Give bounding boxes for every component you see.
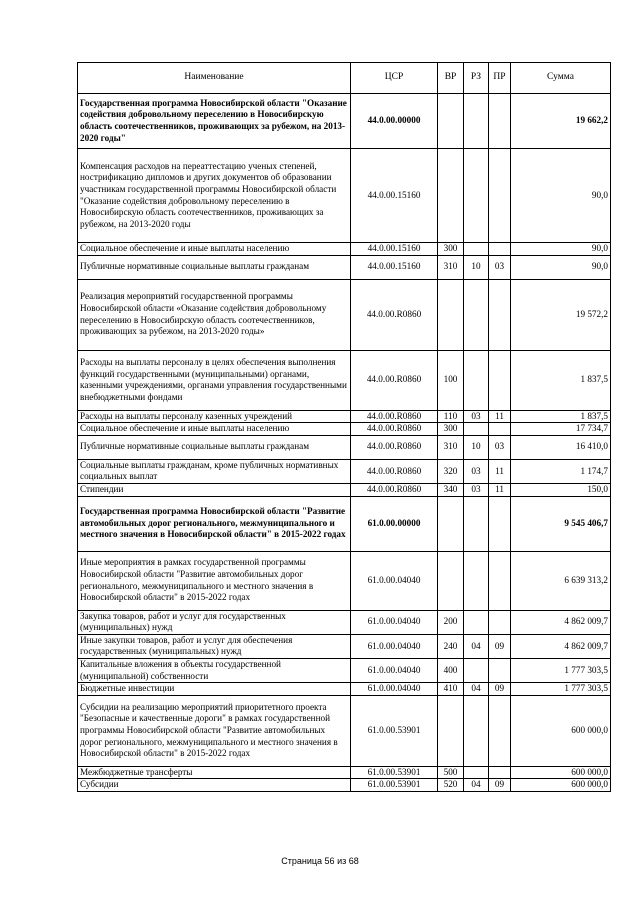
cell-sum: 600 000,0	[511, 766, 611, 779]
cell-pr: 03	[489, 255, 511, 279]
cell-csr: 44.0.00.15160	[351, 255, 438, 279]
cell-sum: 1 837,5	[511, 350, 611, 410]
cell-name: Публичные нормативные социальные выплаты гражданам	[78, 255, 351, 279]
table-row	[78, 410, 611, 423]
cell-pr: 09	[489, 634, 511, 658]
table-row	[78, 634, 611, 658]
cell-pr: 11	[489, 483, 511, 496]
table-row	[78, 350, 611, 410]
cell-vr: 400	[438, 658, 464, 682]
cell-pr	[489, 658, 511, 682]
table-row	[78, 683, 611, 696]
cell-sum: 600 000,0	[511, 779, 611, 792]
cell-vr: 100	[438, 350, 464, 410]
cell-name: Расходы на выплаты персоналу казенных учреждений	[78, 410, 351, 423]
cell-name: Публичные нормативные социальные выплаты гражданам	[78, 435, 351, 459]
cell-sum: 150,0	[511, 483, 611, 496]
cell-pr	[489, 551, 511, 610]
cell-pr	[489, 94, 511, 149]
cell-rz	[464, 243, 489, 256]
cell-vr: 310	[438, 255, 464, 279]
cell-sum: 1 777 303,5	[511, 658, 611, 682]
cell-rz	[464, 94, 489, 149]
cell-rz: 03	[464, 483, 489, 496]
table-row	[78, 766, 611, 779]
header-name: Наименование	[78, 63, 351, 94]
cell-vr	[438, 149, 464, 243]
cell-csr: 44.0.00.00000	[351, 94, 438, 149]
cell-rz	[464, 766, 489, 779]
cell-rz	[464, 551, 489, 610]
cell-vr	[438, 695, 464, 766]
cell-sum: 6 639 313,2	[511, 551, 611, 610]
cell-vr	[438, 94, 464, 149]
table-header-row	[78, 63, 611, 94]
cell-csr: 44.0.00.15160	[351, 149, 438, 243]
cell-sum: 17 734,7	[511, 423, 611, 436]
cell-vr: 300	[438, 423, 464, 436]
cell-rz: 03	[464, 459, 489, 483]
header-csr: ЦСР	[351, 63, 438, 94]
cell-sum: 1 837,5	[511, 410, 611, 423]
table-row	[78, 435, 611, 459]
cell-csr: 44.0.00.R0860	[351, 459, 438, 483]
table-row	[78, 255, 611, 279]
cell-rz: 10	[464, 435, 489, 459]
table-row	[78, 695, 611, 766]
cell-vr: 310	[438, 435, 464, 459]
page-number: Страница 56 из 68	[281, 856, 359, 866]
cell-rz: 10	[464, 255, 489, 279]
cell-csr: 44.0.00.R0860	[351, 410, 438, 423]
cell-vr: 240	[438, 634, 464, 658]
cell-vr: 300	[438, 243, 464, 256]
cell-sum: 90,0	[511, 149, 611, 243]
table-row	[78, 483, 611, 496]
cell-pr	[489, 423, 511, 436]
cell-vr: 320	[438, 459, 464, 483]
cell-pr: 09	[489, 683, 511, 696]
cell-rz	[464, 149, 489, 243]
cell-name: Социальное обеспечение и иные выплаты населению	[78, 243, 351, 256]
table-row	[78, 551, 611, 610]
cell-pr	[489, 243, 511, 256]
cell-name: Государственная программа Новосибирской области "Развитие автомобильных дорог регионального, межмуниципального и местного значения в Новосибирской области" в 2015-2022 годах	[78, 496, 351, 551]
header-vr: ВР	[438, 63, 464, 94]
table-row	[78, 658, 611, 682]
cell-pr	[489, 695, 511, 766]
cell-sum: 16 410,0	[511, 435, 611, 459]
header-sum: Сумма	[511, 63, 611, 94]
cell-pr: 11	[489, 459, 511, 483]
table-row	[78, 279, 611, 350]
cell-name: Государственная программа Новосибирской области "Оказание содействия добровольному переселению в Новосибирскую область соотечественников, проживающих за рубежом, на 2013-2020 годы"	[78, 94, 351, 149]
cell-sum: 600 000,0	[511, 695, 611, 766]
cell-vr: 110	[438, 410, 464, 423]
table-row	[78, 94, 611, 149]
cell-csr: 61.0.00.53901	[351, 779, 438, 792]
cell-vr	[438, 496, 464, 551]
cell-name: Закупка товаров, работ и услуг для государственных (муниципальных) нужд	[78, 610, 351, 634]
cell-sum: 4 862 009,7	[511, 610, 611, 634]
header-rz: РЗ	[464, 63, 489, 94]
cell-vr: 520	[438, 779, 464, 792]
cell-sum: 1 777 303,5	[511, 683, 611, 696]
cell-csr: 61.0.00.53901	[351, 766, 438, 779]
cell-csr: 61.0.00.00000	[351, 496, 438, 551]
cell-rz: 04	[464, 634, 489, 658]
cell-name: Капитальные вложения в объекты государственной (муниципальной) собственности	[78, 658, 351, 682]
cell-rz	[464, 695, 489, 766]
table-row	[78, 459, 611, 483]
cell-csr: 61.0.00.04040	[351, 610, 438, 634]
table-row	[78, 243, 611, 256]
cell-csr: 44.0.00.R0860	[351, 435, 438, 459]
cell-rz	[464, 279, 489, 350]
table-row	[78, 779, 611, 792]
cell-csr: 44.0.00.R0860	[351, 279, 438, 350]
cell-name: Реализация мероприятий государственной программы Новосибирской области «Оказание содействия добровольному переселению в Новосибирскую область соотечественников, проживающих за рубежом, на 2013-2020 годы»	[78, 279, 351, 350]
cell-csr: 44.0.00.R0860	[351, 350, 438, 410]
cell-sum: 9 545 406,7	[511, 496, 611, 551]
cell-sum: 90,0	[511, 255, 611, 279]
cell-sum: 4 862 009,7	[511, 634, 611, 658]
cell-rz: 04	[464, 779, 489, 792]
cell-name: Субсидии	[78, 779, 351, 792]
cell-sum: 19 662,2	[511, 94, 611, 149]
cell-sum: 1 174,7	[511, 459, 611, 483]
cell-pr	[489, 350, 511, 410]
cell-csr: 61.0.00.04040	[351, 658, 438, 682]
cell-pr: 11	[489, 410, 511, 423]
table-row	[78, 496, 611, 551]
cell-name: Бюджетные инвестиции	[78, 683, 351, 696]
cell-pr: 03	[489, 435, 511, 459]
cell-name: Иные закупки товаров, работ и услуг для обеспечения государственных (муниципальных) нужд	[78, 634, 351, 658]
cell-csr: 44.0.00.R0860	[351, 483, 438, 496]
cell-rz: 03	[464, 410, 489, 423]
cell-vr: 200	[438, 610, 464, 634]
cell-rz	[464, 610, 489, 634]
cell-csr: 44.0.00.15160	[351, 243, 438, 256]
cell-vr	[438, 279, 464, 350]
cell-name: Социальные выплаты гражданам, кроме публичных нормативных социальных выплат	[78, 459, 351, 483]
table-row	[78, 423, 611, 436]
cell-name: Иные мероприятия в рамках государственной программы Новосибирской области "Развитие автомобильных дорог регионального, межмуниципального и местного значения в Новосибирской области" в 2015-2022 годах	[78, 551, 351, 610]
cell-sum: 90,0	[511, 243, 611, 256]
cell-rz	[464, 350, 489, 410]
header-pr: ПР	[489, 63, 511, 94]
cell-vr: 410	[438, 683, 464, 696]
cell-csr: 61.0.00.04040	[351, 683, 438, 696]
cell-name: Стипендии	[78, 483, 351, 496]
budget-table	[77, 62, 611, 792]
cell-csr: 61.0.00.04040	[351, 634, 438, 658]
table-row	[78, 610, 611, 634]
cell-pr	[489, 149, 511, 243]
cell-rz	[464, 423, 489, 436]
cell-name: Межбюджетные трансферты	[78, 766, 351, 779]
cell-csr: 61.0.00.53901	[351, 695, 438, 766]
cell-pr	[489, 610, 511, 634]
table-row	[78, 149, 611, 243]
cell-name: Субсидии на реализацию мероприятий приоритетного проекта "Безопасные и качественные дороги" в рамках государственной программы Новосибирской области "Развитие автомобильных дорог регионального, межмуниципального и местного значения в Новосибирской области" в 2015-2022 годах	[78, 695, 351, 766]
cell-pr	[489, 496, 511, 551]
cell-name: Расходы на выплаты персоналу в целях обеспечения выполнения функций государственными (муниципальными) органами, казенными учреждениями, органами управления государственными внебюджетными фондами	[78, 350, 351, 410]
cell-vr: 500	[438, 766, 464, 779]
cell-pr	[489, 766, 511, 779]
cell-rz	[464, 658, 489, 682]
cell-name: Социальное обеспечение и иные выплаты населению	[78, 423, 351, 436]
cell-sum: 19 572,2	[511, 279, 611, 350]
cell-csr: 44.0.00.R0860	[351, 423, 438, 436]
cell-vr	[438, 551, 464, 610]
cell-vr: 340	[438, 483, 464, 496]
cell-rz: 04	[464, 683, 489, 696]
cell-pr	[489, 279, 511, 350]
cell-name: Компенсация расходов на переаттестацию ученых степеней, нострификацию дипломов и других документов об образовании участникам государственной программы Новосибирской области "Оказание содействия добровольному переселению в Новосибирскую область соотечественников, проживающих за рубежом, на 2013-2020 годы	[78, 149, 351, 243]
cell-csr: 61.0.00.04040	[351, 551, 438, 610]
cell-rz	[464, 496, 489, 551]
cell-pr: 09	[489, 779, 511, 792]
